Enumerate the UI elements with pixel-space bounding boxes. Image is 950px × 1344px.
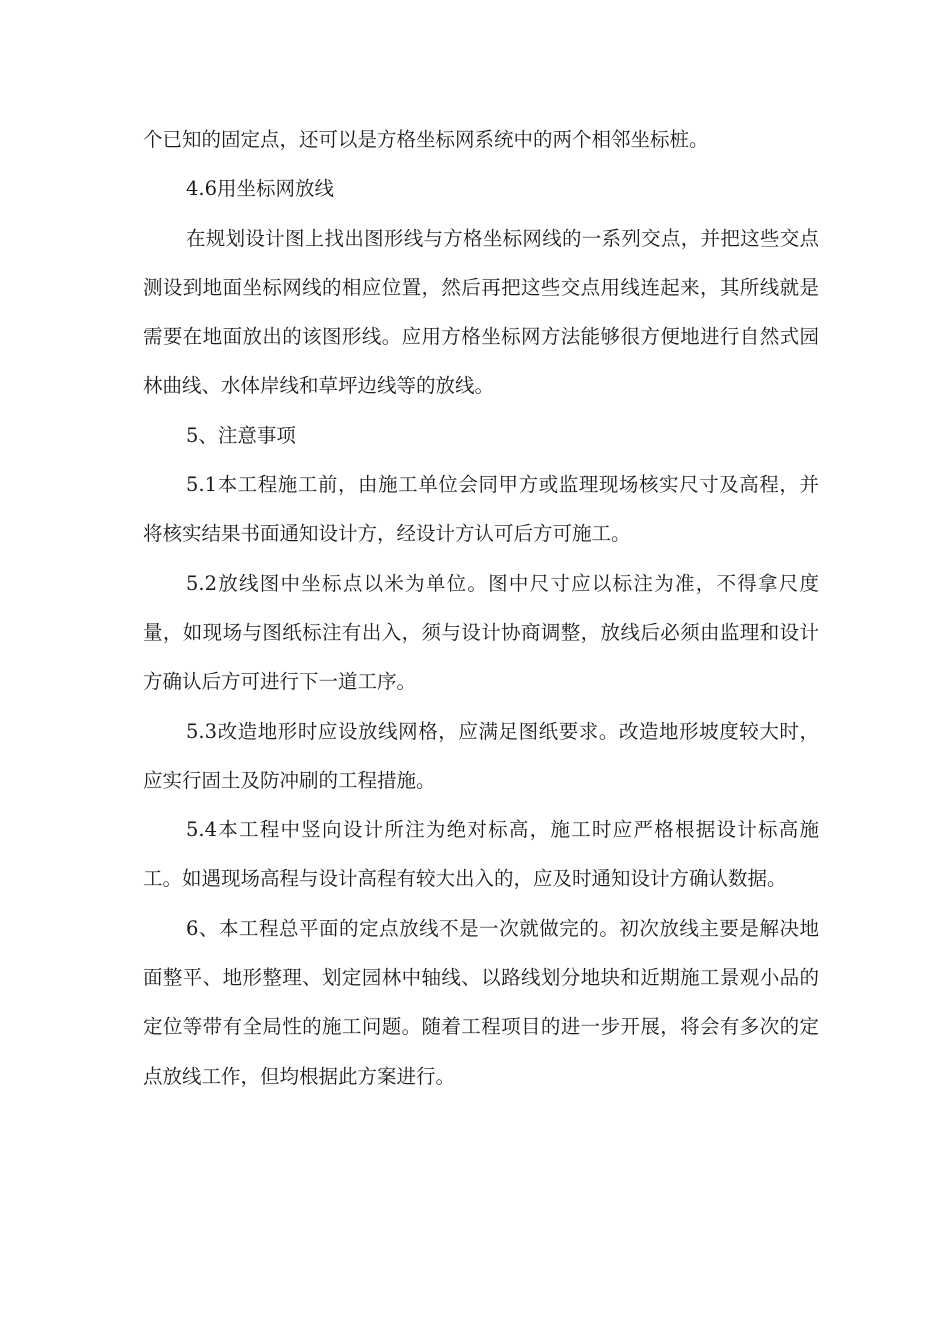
paragraph-5-3: 5.3改造地形时应设放线网格，应满足图纸要求。改造地形坡度较大时，应实行固土及防冲刷的工程措施。 [143,719,819,792]
paragraph-6: 6、本工程总平面的定点放线不是一次就做完的。初次放线主要是解决地面整平、地形整理、划定园林中轴线、以路线划分地块和近期施工景观小品的定位等带有全局性的施工问题。随着工程项目的进一步开展，将会有多次的定点放线工作，但均根据此方案进行。 [143,916,819,1088]
paragraph-continuation: 个已知的固定点，还可以是方格坐标网系统中的两个相邻坐标桩。 [143,128,709,151]
paragraph-5-1: 5.1本工程施工前，由施工单位会同甲方或监理现场核实尺寸及高程，并将核实结果书面通知设计方，经设计方认可后方可施工。 [143,473,819,546]
paragraph-5-2: 5.2放线图中坐标点以米为单位。图中尺寸应以标注为准，不得拿尺度量，如现场与图纸标注有出入，须与设计协商调整，放线后必须由监理和设计方确认后方可进行下一道工序。 [143,571,819,694]
paragraph-grid-layout: 在规划设计图上找出图形线与方格坐标网线的一系列交点，并把这些交点测设到地面坐标网线的相应位置，然后再把这些交点用线连起来，其所线就是需要在地面放出的该图形线。应用方格坐标网方法能够很方便地进行自然式园林曲线、水体岸线和草坪边线等的放线。 [143,226,819,398]
document-body [143,115,819,1101]
paragraph-5-4: 5.4本工程中竖向设计所注为绝对标高，施工时应严格根据设计标高施工。如遇现场高程与设计高程有较大出入的，应及时通知设计方确认数据。 [143,818,819,891]
section-heading-5: 5、注意事项 [186,423,296,447]
section-heading-4-6: 4.6用坐标网放线 [186,177,335,201]
